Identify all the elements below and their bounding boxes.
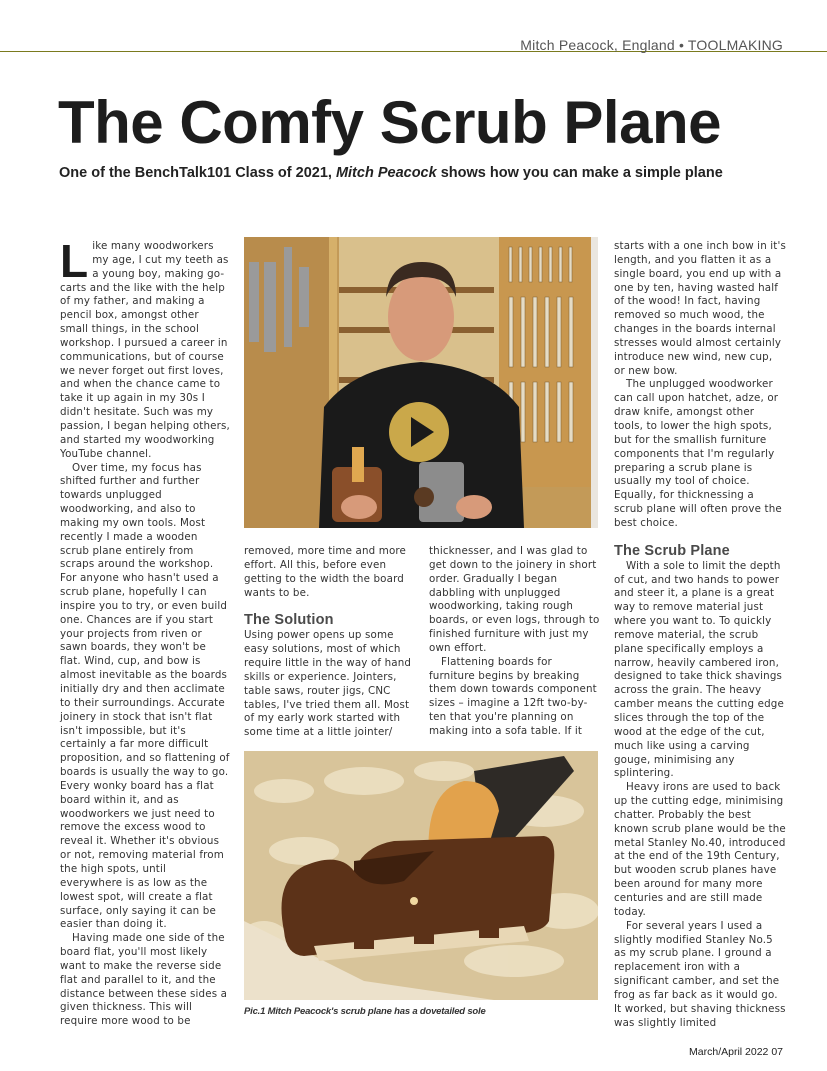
column-1 — [60, 235, 230, 1029]
running-head: Mitch Peacock, England • TOOLMAKING — [520, 37, 783, 53]
paragraph: Flattening boards for furniture begins by breaking them down towards component sizes – imagine a 12ft two-by-ten that you're planning on making into a sofa table. If it — [429, 655, 597, 737]
standfirst-pre: One of the BenchTalk101 Class of 2021, — [59, 165, 336, 181]
paragraph-text: ike many woodworkers my age, I cut my teeth as a young boy, making go-carts and the like with the help of my father, and making a pencil box, amongst other small things, in the school workshop. I pursued a career in communications, but of course we never forget out first loves, and when the chance came to take it up again in my 30s I didn't hesitate. Such was my passion, I began helping others, and started my woodworking YouTube channel. — [60, 240, 230, 460]
paragraph: With a sole to limit the depth of cut, and two hands to power and steer it, a plane is a great way to remove material just where you want to. To quickly remove material, the scrub plane specifically employs a narrow, heavily cambered iron, designed to take thick shavings across the grain. The heavy camber means the cutting edge slices through the top of the wood at the edge of the cut, much like using a carving gouge, minimising any splintering. — [614, 559, 784, 780]
photo-author-workshop — [244, 237, 598, 528]
paragraph: starts with a one inch bow in it's length, and you flatten it as a single board, you end up with a one by ten, having wasted half of the wood! In fact, having removed so much wood, the changes in the boards internal stresses would almost certainly introduce new wind, new cup, or new bow. — [614, 240, 786, 377]
column-4 — [614, 240, 786, 1030]
standfirst-author: Mitch Peacock — [335, 165, 437, 181]
column-3 — [429, 545, 601, 739]
paragraph: Heavy irons are used to back up the cutting edge, minimising chatter. Probably the best known scrub plane would be the metal Stanley No.40, introduced at the end of the 19th Century, but wooden scrub planes have been around for many more centuries and are still made today. — [614, 781, 786, 918]
paragraph: Using power opens up some easy solutions, most of which require little in the way of hand skills or experience. Jointers, table saws, router jigs, CNC tables, I've tried them all. Most of my early work started with some time at a little jointer/ — [244, 629, 412, 739]
workshop-photo-illustration — [244, 237, 598, 528]
subheading-scrub-plane: The Scrub Plane — [614, 542, 730, 559]
paragraph: Having made one side of the board flat, you'll most likely want to make the reverse side flat and parallel to it, and the distance between these sides a given thickness. This will require more wood to be — [60, 932, 228, 1028]
paragraph: Over time, my focus has shifted further and further towards unplugged woodworking, and also to making my own tools. Most recently I made a wooden scrub plane entirely from scraps around the workshop. For anyone who hasn't used a scrub plane, hopefully I can inspire you to try, or even build one. Chances are if you start your projects from riven or sawn boards, they won't be flat. Wind, cup, and bow is almost inevitable as the boards initially dry and then acclimate to their surroundings. Accurate joinery in stock that isn't flat isn't impossible, but it's certainly a far more difficult proposition, and so flattening of boards is usually the way to go. Every wonky board has a flat board within it, and as woodworkers we just need to remove the excess wood to reveal it. Whether it's obvious or not, removing material from the high spots, until everywhere is as low as the lowest spot, will create a flat surface, only saying it can be easier than doing it. — [60, 461, 230, 931]
photo-caption: Pic.1 Mitch Peacock's scrub plane has a dovetailed sole — [244, 1006, 486, 1017]
page-folio: March/April 2022 07 — [689, 1046, 783, 1058]
standfirst — [59, 165, 723, 181]
paragraph: thicknesser, and I was glad to get down to the joinery in short order. Gradually I began dabbling with unplugged woodworking, taking rough boards, or even logs, through to finished furniture with just my own effort. — [429, 545, 600, 654]
standfirst-post: shows how you can make a simple plane — [436, 165, 723, 181]
scrub-plane-photo-illustration — [244, 751, 598, 1000]
paragraph: removed, more time and more effort. All this, before even getting to the width the board wants to be. — [244, 545, 407, 599]
paragraph: The unplugged woodworker can call upon hatchet, adze, or draw knife, amongst other tools, to lower the high spots, but for the smallish furniture components that I'm regularly preparing a scrub plane is usually my tool of choice. Equally, for thicknessing a scrub plane will often prove the best choice. — [614, 378, 782, 529]
paragraph: For several years I used a slightly modified Stanley No.5 as my scrub plane. I ground a replacement iron with a significant camber, and set the frog as far back as it would go. It worked, but shaving thickness was slightly limited — [614, 919, 786, 1029]
article-title: The Comfy Scrub Plane — [58, 89, 721, 156]
photo-scrub-plane — [244, 751, 598, 1000]
subheading-solution: The Solution — [244, 612, 334, 629]
drop-cap: L — [60, 235, 89, 287]
column-2 — [244, 545, 416, 740]
paragraph — [60, 235, 230, 462]
